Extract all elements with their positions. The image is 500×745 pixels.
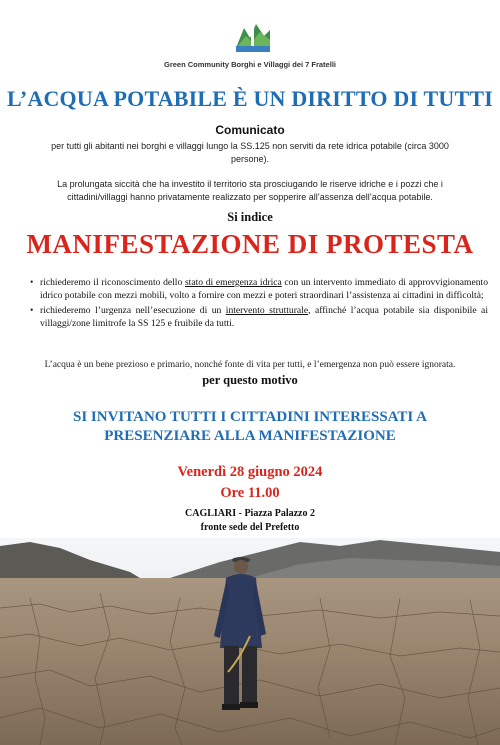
request-underlined: intervento strutturale bbox=[225, 305, 309, 316]
closing-statement: L’acqua è un bene prezioso e primario, nonché fonte di vita per tutti, e l’emergenza non può essere ignorata. bbox=[44, 360, 456, 370]
request-underlined: stato di emergenza idrica bbox=[184, 277, 282, 288]
drought-photo bbox=[0, 538, 500, 745]
motivo-label: per questo motivo bbox=[202, 373, 298, 387]
page-title: L’ACQUA POTABILE È UN DIRITTO DI TUTTI bbox=[6, 86, 494, 111]
list-item bbox=[30, 305, 488, 330]
request-text: richiederemo il riconoscimento dello bbox=[40, 277, 185, 288]
request-text: richiederemo l’urgenza nell’esecuzione di un bbox=[40, 305, 226, 316]
si-indice-label: Si indice bbox=[227, 210, 273, 224]
organization-name: Green Community Borghi e Villaggi dei 7 Fratelli bbox=[164, 60, 336, 69]
comunicato-heading: Comunicato bbox=[215, 123, 285, 137]
list-item bbox=[30, 277, 488, 302]
invitation bbox=[0, 408, 500, 446]
request-text: con un intervento immediato di approvvigionamento idrico potabile con mezzi mobili, volto a fornire con mezzi e poteri straordinari l’assistenza ai cittadini in difficoltà; bbox=[40, 277, 488, 301]
drought-paragraph: La prolungata siccità che ha investito il territorio sta prosciugando le riserve idriche e i pozzi che i cittadini/villaggi hanno privatamente realizzato per sopperire all’assenza dell’acqua potabile. bbox=[57, 179, 443, 202]
event-date: Venerdì 28 giugno 2024 bbox=[177, 464, 323, 480]
bullet-icon: • bbox=[30, 305, 34, 316]
protest-headline: MANIFESTAZIONE DI PROTESTA bbox=[26, 229, 474, 259]
event-place: CAGLIARI - Piazza Palazzo 2 bbox=[185, 508, 315, 519]
requests-list bbox=[30, 277, 488, 333]
invitation-line-2: PRESENZIARE ALLA MANIFESTAZIONE bbox=[104, 428, 396, 444]
invitation-line-1: SI INVITANO TUTTI I CITTADINI INTERESSATI A bbox=[72, 409, 427, 425]
event-place-detail: fronte sede del Prefetto bbox=[200, 522, 300, 533]
bullet-icon: • bbox=[30, 277, 34, 288]
event-time: Ore 11.00 bbox=[220, 485, 280, 501]
green-community-logo bbox=[236, 18, 270, 52]
request-text: , affinché l’acqua potabile sia disponibile ai villaggi/zone limitrofe la SS 125 e fruibile da tutti. bbox=[40, 305, 488, 329]
comunicato-text: per tutti gli abitanti nei borghi e villaggi lungo la SS.125 non serviti da rete idrica potabile (circa 3000 persone). bbox=[51, 141, 449, 164]
